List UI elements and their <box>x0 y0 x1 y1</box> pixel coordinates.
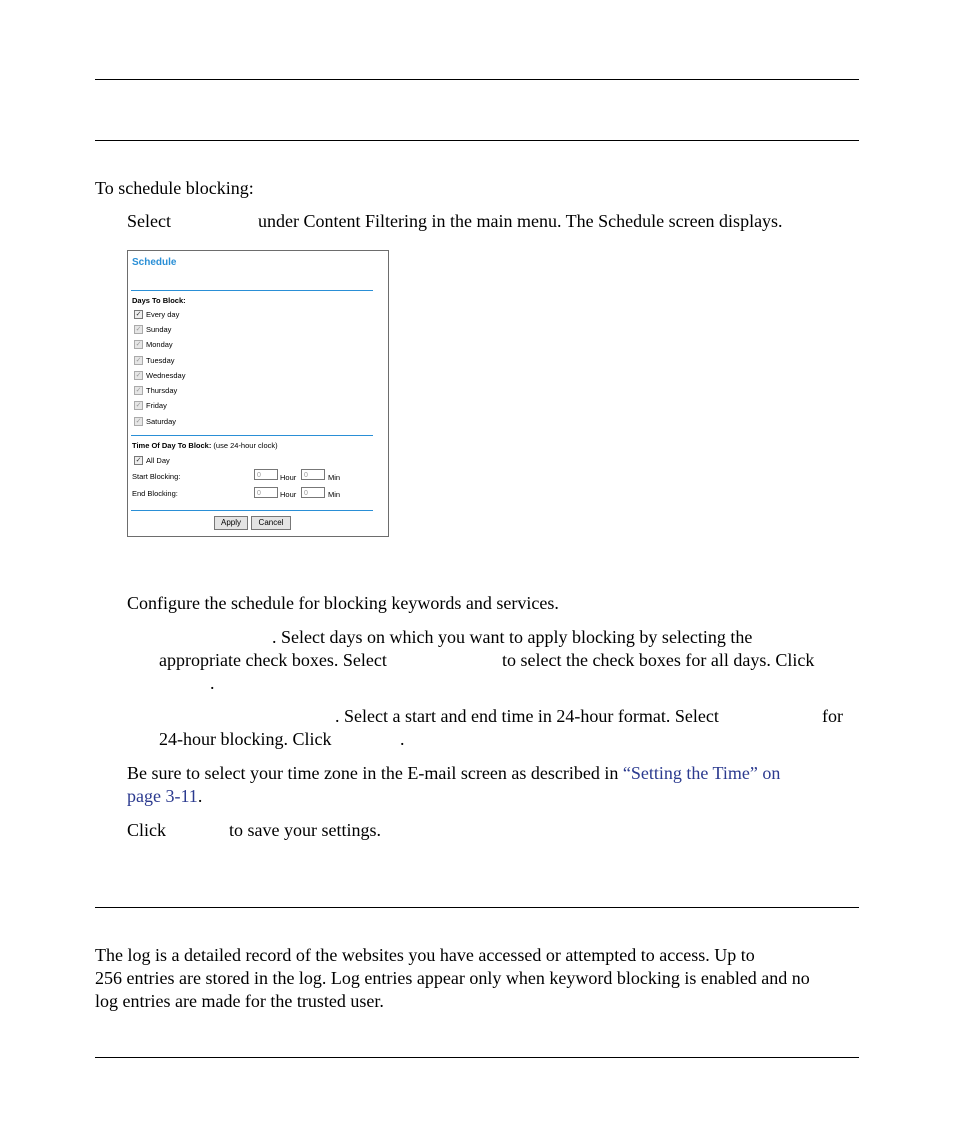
end-hour-unit: Hour <box>280 490 297 499</box>
day-label: Friday <box>146 401 167 410</box>
day-every-day[interactable] <box>134 310 179 319</box>
schedule-separator-1 <box>131 290 373 291</box>
step1-text: under Content Filtering in the main menu. The Schedule screen displays. <box>258 211 783 231</box>
sub-b-line1-a: . Select a start and end time in 24-hour format. Select <box>335 706 719 726</box>
checkbox-icon[interactable]: ✓ <box>135 387 142 394</box>
day-friday[interactable] <box>134 401 167 410</box>
log-para-line1: The log is a detailed record of the websites you have accessed or attempted to access. Up to <box>95 945 755 965</box>
day-label: Monday <box>146 340 173 349</box>
checkbox-icon[interactable]: ✓ <box>135 372 142 379</box>
start-min-input[interactable]: 0 <box>301 469 325 480</box>
note-text: Be sure to select your time zone in the E-mail screen as described in “Setting the Time” on <box>127 763 781 783</box>
header-rule-bottom <box>95 140 859 141</box>
sub-b-line2-a: 24-hour blocking. Click <box>159 729 332 749</box>
day-label: Wednesday <box>146 371 186 380</box>
day-tuesday[interactable] <box>134 356 175 365</box>
end-hour-input[interactable]: 0 <box>254 487 278 498</box>
schedule-title: Schedule <box>132 257 177 268</box>
step2-text: Configure the schedule for blocking keywords and services. <box>127 593 559 613</box>
schedule-screen-figure <box>127 250 389 537</box>
start-hour-input[interactable]: 0 <box>254 469 278 480</box>
sub-b-line2-b: . <box>400 729 405 749</box>
sub-b-line1-b: for <box>822 706 843 726</box>
log-para-line2: 256 entries are stored in the log. Log entries appear only when keyword blocking is enabled and no <box>95 968 810 988</box>
checkbox-icon[interactable]: ✓ <box>135 457 142 464</box>
checkbox-icon[interactable]: ✓ <box>135 341 142 348</box>
days-heading: Days To Block: <box>132 296 186 305</box>
start-blocking-label: Start Blocking: <box>132 472 181 481</box>
checkbox-icon[interactable]: ✓ <box>135 357 142 364</box>
schedule-separator-2 <box>131 435 373 436</box>
sub-a-line2-a: appropriate check boxes. Select <box>159 650 387 670</box>
all-day-option[interactable] <box>134 456 170 465</box>
setting-time-link[interactable]: “Setting the Time” on <box>622 763 781 783</box>
time-heading: Time Of Day To Block: (use 24-hour clock) <box>132 441 278 450</box>
day-wednesday[interactable] <box>134 371 185 380</box>
day-label: Saturday <box>146 417 177 426</box>
footer-rule <box>95 1057 859 1058</box>
end-blocking-label: End Blocking: <box>132 489 178 498</box>
header-rule-top <box>95 79 859 80</box>
time-note: (use 24-hour clock) <box>213 441 278 450</box>
day-sunday[interactable] <box>134 325 171 334</box>
day-thursday[interactable] <box>134 386 177 395</box>
schedule-separator-3 <box>131 510 373 511</box>
checkbox-icon[interactable]: ✓ <box>135 402 142 409</box>
checkbox-icon[interactable]: ✓ <box>135 311 142 318</box>
end-min-input[interactable]: 0 <box>301 487 325 498</box>
section-rule <box>95 907 859 908</box>
step1-select: Select <box>127 211 171 231</box>
start-hour-unit: Hour <box>280 473 297 482</box>
step3-click: Click <box>127 820 166 840</box>
log-para-line3: log entries are made for the trusted user. <box>95 991 384 1011</box>
day-label: Sunday <box>146 325 172 334</box>
apply-button[interactable]: Apply <box>214 516 248 530</box>
end-min-unit: Min <box>328 490 341 499</box>
day-label: Thursday <box>146 386 178 395</box>
intro-text: To schedule blocking: <box>95 178 254 198</box>
checkbox-icon[interactable]: ✓ <box>135 418 142 425</box>
sub-a-line1: . Select days on which you want to apply blocking by selecting the <box>272 627 753 647</box>
day-monday[interactable] <box>134 340 173 349</box>
step3-text: to save your settings. <box>229 820 381 840</box>
note-text-cont: page 3-11. <box>127 786 203 806</box>
day-saturday[interactable] <box>134 417 176 426</box>
day-label: Every day <box>146 310 180 319</box>
sub-a-line2-b: to select the check boxes for all days. Click <box>502 650 815 670</box>
page-ref-link[interactable]: page 3-11 <box>127 786 198 806</box>
checkbox-icon[interactable]: ✓ <box>135 326 142 333</box>
sub-a-line3: . <box>210 673 215 693</box>
cancel-button[interactable]: Cancel <box>251 516 291 530</box>
day-label: Tuesday <box>146 356 175 365</box>
all-day-label: All Day <box>146 456 170 465</box>
start-min-unit: Min <box>328 473 341 482</box>
